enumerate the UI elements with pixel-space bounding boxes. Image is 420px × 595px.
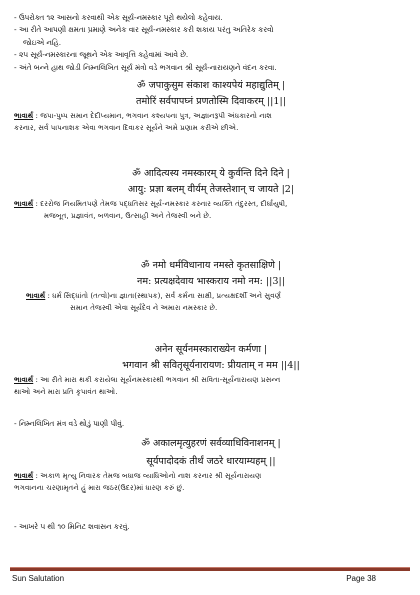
- bullet-3: - ૨૫ સૂર્ય-નમસ્કારના જૂથને એક આવૃત્તિ કહેવામાં આવે છે.: [14, 50, 189, 60]
- footer-title: Sun Salutation: [12, 574, 65, 583]
- meaning-label: ભાવાર્થ: [14, 199, 34, 208]
- meaning-2-text-1: : દરરોજ નિયમિતપણે તેમજ પદ્ધતિસર સૂર્ય-નમસ્કાર કરનાર વ્યક્તિ તંદુરસ્ત, દીર્ઘાયુષી,: [33, 199, 288, 208]
- mantra-2: [14, 166, 408, 198]
- meaning-5: [14, 470, 408, 482]
- mantra-5-line-2: सूर्यपादोदकं तीर्थं जठरे धारयाम्यहम् ||: [146, 456, 276, 467]
- mantra-5-line-1: ॐ अकालमृत्युहरणं सर्वव्याधिविनाशनम् |: [141, 438, 281, 449]
- rest-instruction: - આખરે ૫ થી ૧૦ મિનિટ શવાસન કરવું.: [14, 522, 130, 531]
- water-instruction: - નિમ્નલિખિત મંત્ર વડે થોડું પાણી પીવું.: [14, 419, 125, 428]
- meaning-label: ભાવાર્થ: [14, 111, 34, 120]
- meaning-label: ભાવાર્થ: [26, 291, 46, 300]
- mantra-4-line-2: भगवान श्री सवितृसूर्यनारायण: प्रीयताम् न मम ||4||: [122, 360, 300, 371]
- intro-bullets: [14, 12, 410, 74]
- meaning-1-text-2: કરનાર, સર્વ પાપનાશક એવા ભગવાન દિવાકર સૂર્યને અમે પ્રણામ કરીએ છીએ.: [14, 123, 239, 133]
- meaning-label: ભાવાર્થ: [14, 471, 34, 480]
- meaning-4-text-2: થાઓ અને મારા પ્રતિ કૃપાવંત થાઓ.: [14, 387, 118, 397]
- meaning-5-text-2: ભગવાનના ચરણામૃતને હું મારા જઠર(ઉદર)માં ધારણ કરું છું.: [14, 483, 185, 493]
- mantra-5: [14, 436, 408, 470]
- meaning-2-text-2: મજબૂત, પ્રજ્ઞાવંત, બળવાન, ઉત્સાહી અને તેજસ્વી બને છે.: [44, 211, 212, 221]
- mantra-3: [14, 258, 408, 290]
- mantra-block-4: [14, 342, 408, 398]
- meaning-3-text-2: સમાન તેજસ્વી એવા સૂર્યદેવ ને અમારા નમસ્કાર છે.: [70, 303, 218, 313]
- bullet-2: - આ રીતે આપણી ક્ષમતા પ્રમાણે અનેક વાર સૂર્ય-નમસ્કાર કરી શકાય પરંતુ અતિરેક કરવો: [14, 25, 274, 35]
- mantra-block-1: [14, 78, 408, 134]
- meaning-3-text-1: : ધર્મ સિદ્ધાંતો (તત્વો)ના જ્ઞાતા(સ્થાપક), સર્વ કર્મના સાક્ષી, પ્રત્યક્ષદર્શી અને સુવર્ણ: [45, 291, 282, 300]
- page-number: Page 38: [346, 574, 376, 583]
- mantra-4: [14, 342, 408, 374]
- meaning-4: [14, 374, 408, 386]
- mantra-1-line-1: ॐ जपाकुसुम संकाश काश्यपेयं महाद्युतिम् |: [136, 80, 286, 91]
- meaning-4-text-1: : આ રીતે મારા થકી કરાયેલા સૂર્યનમસ્કારથી ભગવાન શ્રી સવિતા-સૂર્યનારાયણ પ્રસન્ન: [33, 375, 281, 384]
- bullet-2-cont: જોઇએ નહિ.: [23, 37, 62, 47]
- mantra-block-5: [14, 436, 408, 494]
- mantra-3-line-1: ॐ नमो धर्मविधानाय नमस्ते कृतसाक्षिणे |: [140, 260, 282, 271]
- meaning-5-text-1: : અકાળ મૃત્યુ નિવારક તેમજ બધાજ વ્યાધિઓનો નાશ કરનાર શ્રી સૂર્યનારાયણ: [33, 471, 262, 480]
- meaning-1-text-1: : જપા-પુષ્પ સમાન દેદીપ્યમાન, ભગવાન કશ્યપના પુત્ર, અજ્ઞાનરૂપી અંધકારનો નાશ: [33, 111, 272, 120]
- footer-divider: [10, 567, 410, 571]
- bullet-1: - ઉપરોક્ત ૧૨ આસનો કરવાથી એક સૂર્ય-નમસ્કાર પૂરો થયેલો કહેવાય.: [14, 13, 223, 22]
- mantra-1: [14, 78, 408, 110]
- mantra-2-line-1: ॐ आदित्यस्य नमस्कारम् ये कुर्वन्ति दिने दिने |: [132, 168, 290, 179]
- meaning-1: [14, 110, 408, 122]
- mantra-4-line-1: अनेन सूर्यनमस्काराख्येन कर्मणा |: [154, 344, 268, 355]
- meaning-3: [14, 290, 408, 302]
- mantra-block-3: [14, 258, 408, 314]
- mantra-2-line-2: आयु: प्रज्ञा बलम् वीर्यम् तेजस्तेशान् च जायते |2|: [127, 184, 295, 195]
- bullet-4: - અંતે બન્ને હાથ જોડી નિમ્નલિખિત સૂર્ય મંત્રો વડે ભગવાન શ્રી સૂર્ય-નારાયણને વંદન કરવા.: [14, 62, 277, 72]
- mantra-block-2: [14, 166, 408, 222]
- meaning-2: [14, 198, 408, 210]
- mantra-3-line-2: नम: प्रत्यक्षदेवाय भास्कराय नमो नम: ||3||: [137, 276, 285, 287]
- meaning-label: ભાવાર્થ: [14, 375, 34, 384]
- mantra-1-line-2: तमोरिं सर्वपापघ्नं प्रणतोस्मि दिवाकरम् ||1||: [136, 96, 286, 107]
